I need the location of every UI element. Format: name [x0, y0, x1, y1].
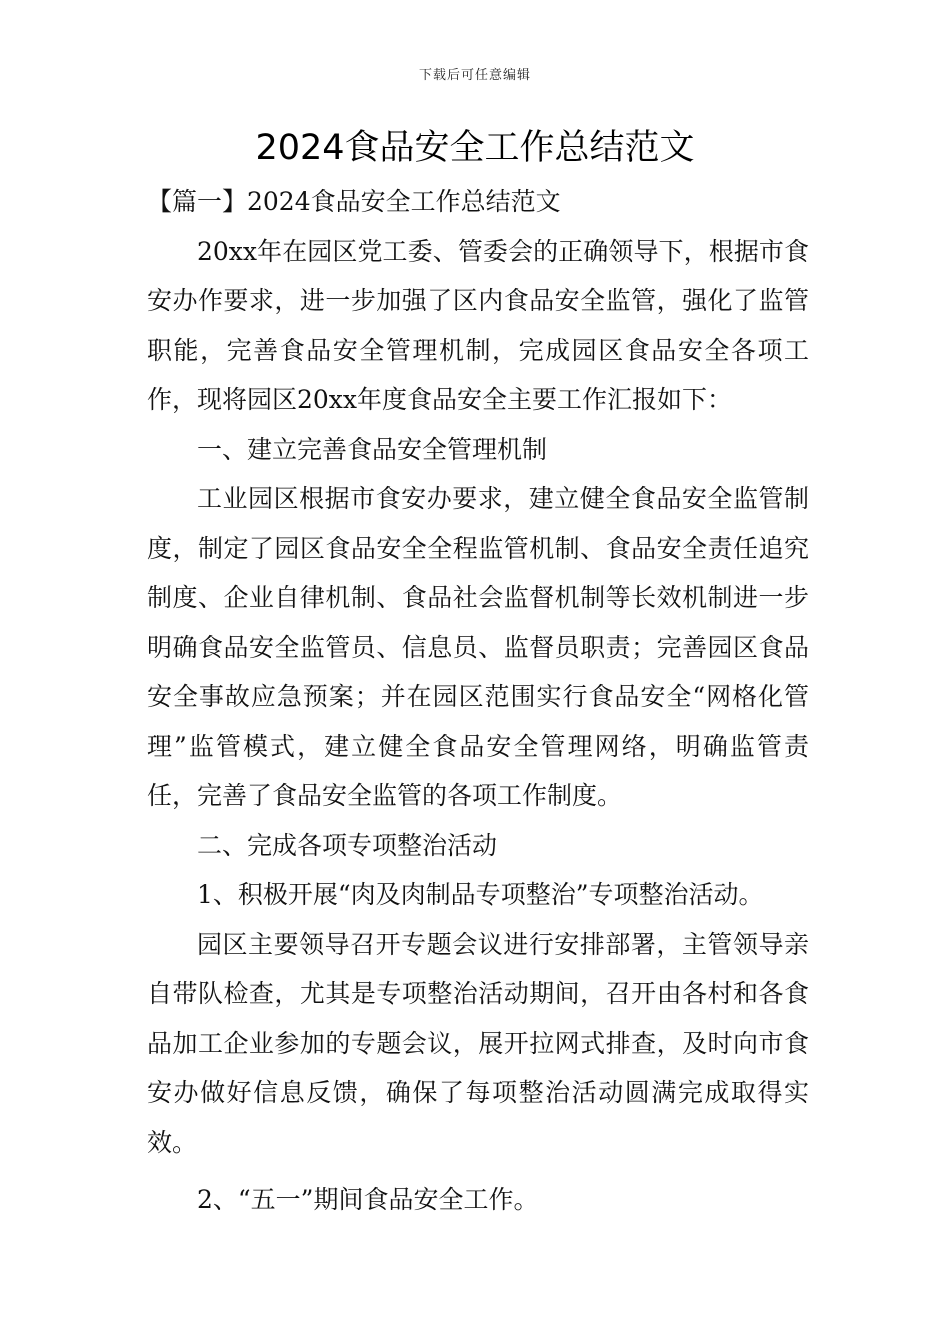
document-body [147, 177, 809, 1225]
subheading-item-1: 1、积极开展“肉及肉制品专项整治”专项整治活动。 [197, 880, 764, 909]
section-label: 【篇一】2024食品安全工作总结范文 [147, 187, 561, 216]
heading-section-1: 一、建立完善食品安全管理机制 [197, 434, 548, 464]
subheading-item-2: 2、“五一”期间食品安全工作。 [197, 1185, 539, 1214]
paragraph-campaign: 园区主要领导召开专题会议进行安排部署，主管领导亲自带队检查，尤其是专项整治活动期间，召开由各村和各食品加工企业参加的专题会议，展开拉网式排查，及时向市食安办做好信息反馈，确保了每项整治活动圆满完成取得实效。 [147, 929, 809, 1157]
paragraph-mechanism: 工业园区根据市食安办要求，建立健全食品安全监管制度，制定了园区食品安全全程监管机制、食品安全责任追究制度、企业自律机制、食品社会监督机制等长效机制进一步明确食品安全监管员、信息员、监督员职责；完善园区食品安全事故应急预案；并在园区范围实行食品安全“网格化管理”监管模式，建立健全食品安全管理网络，明确监管责任，完善了食品安全监管的各项工作制度。 [147, 484, 809, 810]
heading-section-2: 二、完成各项专项整治活动 [197, 830, 498, 860]
paragraph-intro: 20xx年在园区党工委、管委会的正确领导下，根据市食安办作要求，进一步加强了区内食品安全监管，强化了监管职能，完善食品安全管理机制，完成园区食品安全各项工作，现将园区20xx年度食品安全主要工作汇报如下： [147, 236, 809, 414]
header-note: 下载后可任意编辑 [418, 68, 531, 83]
document-title: 2024食品安全工作总结范文 [255, 128, 695, 168]
